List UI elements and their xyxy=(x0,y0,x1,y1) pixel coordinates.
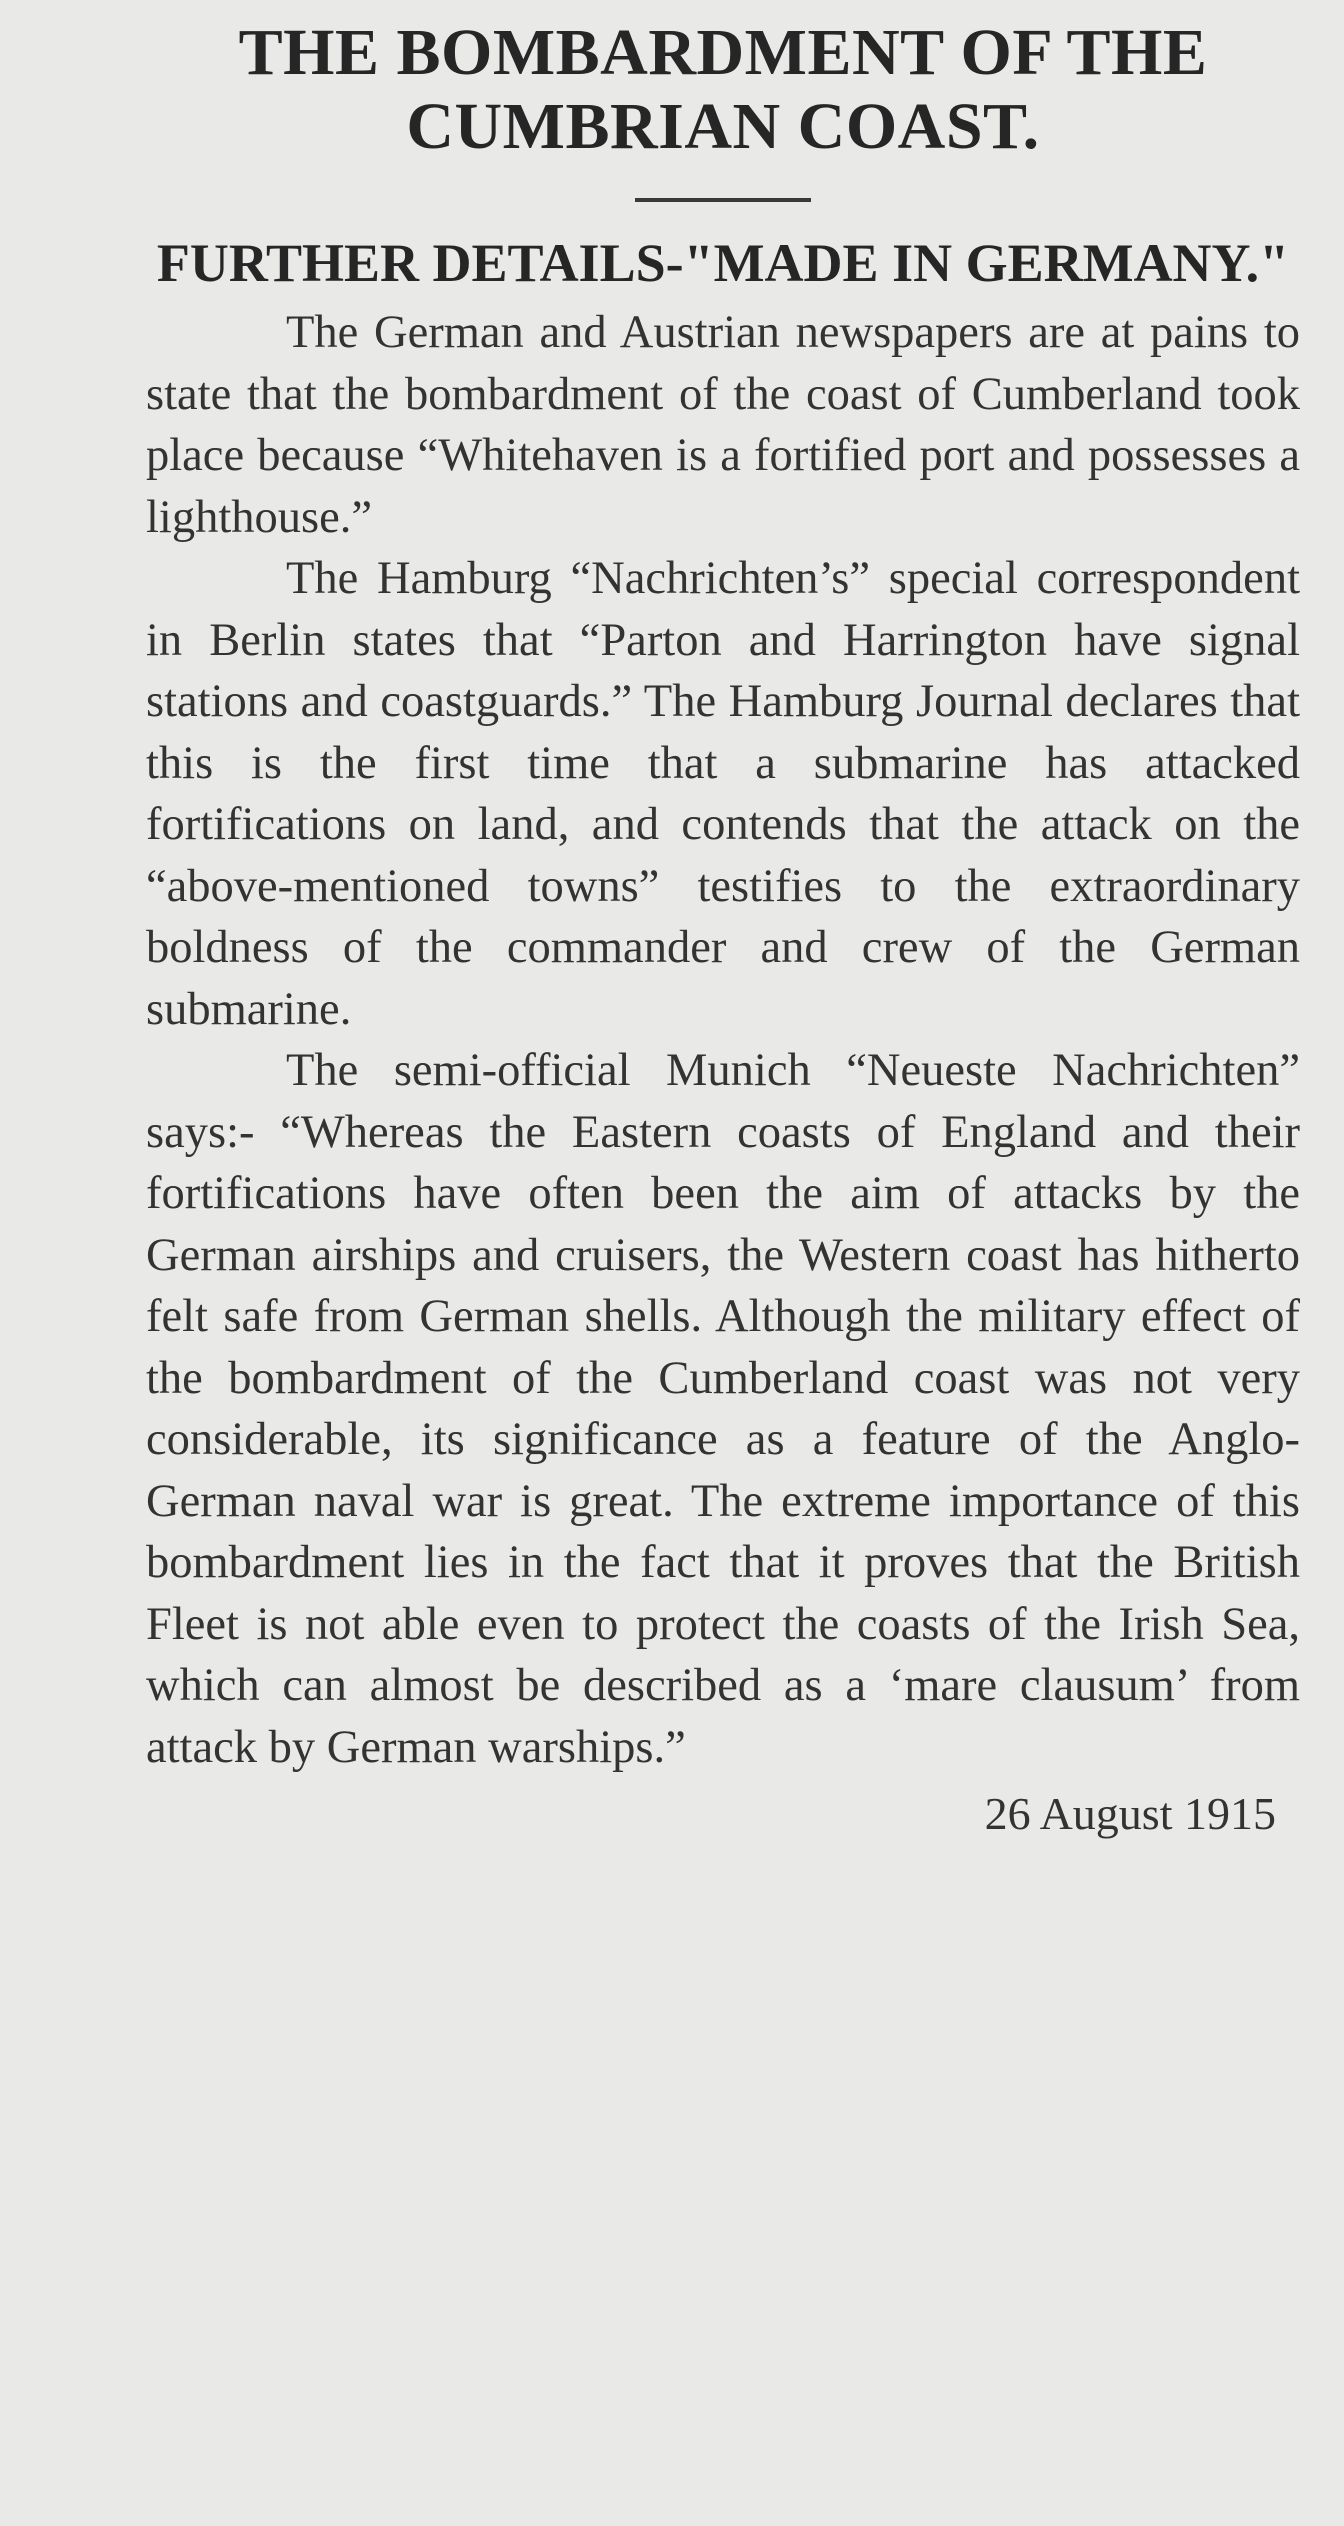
article-paragraph: The Hamburg “Nachrichten’s” special correspondent in Berlin states that “Parton and Harrington have signal stations and coastguards.” The Hamburg Journal declares that this is the first time that a submarine has attacked fortifications on land, and contends that the attack on the “above-mentioned towns” testifies to the extraordinary boldness of the commander and crew of the German submarine. xyxy=(146,553,1300,1035)
article-paragraph: The semi-official Munich “Neueste Nachrichten” says:- “Whereas the Eastern coasts of England and their fortifications have often been the aim of attacks by the German airships and cruisers, the Western coast has hitherto felt safe from German shells. Although the military effect of the bombardment of the Cumberland coast was not very considerable, its significance as a feature of the Anglo-German naval war is great. The extreme importance of this bombardment lies in the fact that it proves that the British Fleet is not able even to protect the coasts of the Irish Sea, which can almost be described as a ‘mare clausum’ from attack by German warships.” xyxy=(146,1045,1300,1773)
article-date: 26 August 1915 xyxy=(984,1788,1276,1839)
article-subheadline: FURTHER DETAILS-"MADE IN GERMANY." xyxy=(156,233,1290,293)
article-paragraph: The German and Austrian newspapers are at pains to state that the bombardment of the coast of Cumberland took place because “Whitehaven is a fortified port and possesses a lighthouse.” xyxy=(146,307,1300,543)
article-headline: THE BOMBARDMENT OF THE CUMBRIAN COAST. xyxy=(238,16,1208,163)
headline-divider xyxy=(635,198,811,202)
